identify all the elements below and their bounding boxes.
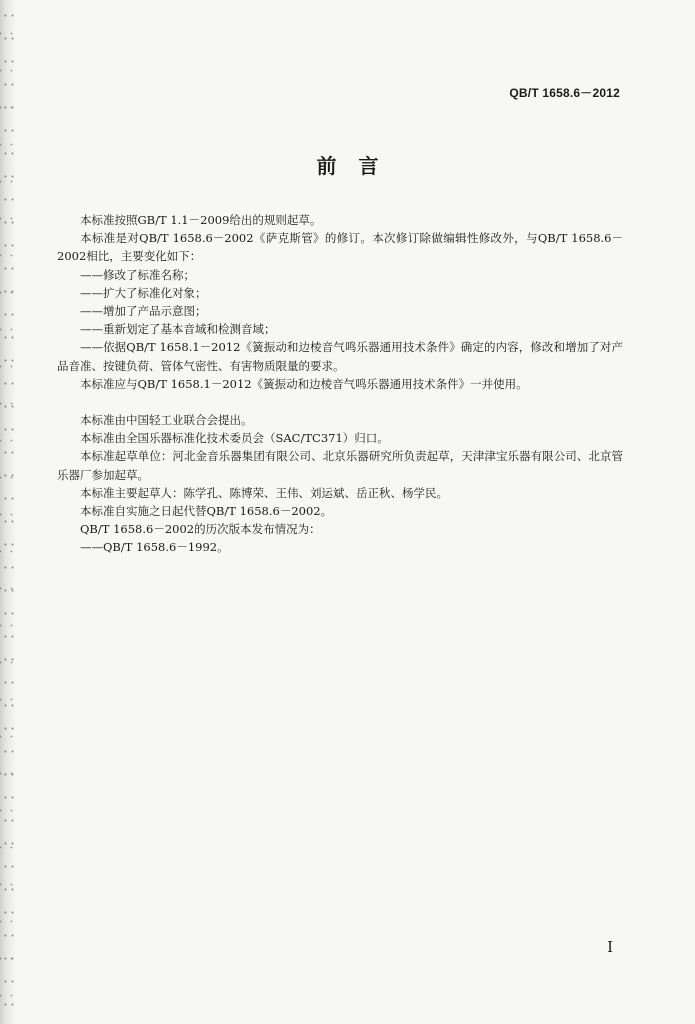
list-item: ——依据QB/T 1658.1－2012《簧振动和边棱音气鸣乐器通用技术条件》确定的内容，修改和增加了对产品音准、按键负荷、管体气密性、有害物质限量的要求。 (57, 340, 623, 373)
page-number: I (607, 938, 613, 956)
document-body (57, 211, 623, 557)
paragraph: 本标准自实施之日起代替QB/T 1658.6－2002。 (80, 504, 333, 519)
paragraph: QB/T 1658.6－2002的历次版本发布情况为： (80, 522, 321, 537)
page-title: 前言 (316, 154, 401, 178)
paragraph: 本标准主要起草人：陈学孔、陈博荣、王伟、刘运斌、岳正秋、杨学民。 (80, 485, 448, 500)
paragraph: 本标准由中国轻工业联合会提出。 (80, 413, 253, 428)
paragraph: 本标准按照GB/T 1.1－2009给出的规则起草。 (80, 213, 322, 227)
list-item: ——QB/T 1658.6－1992。 (80, 540, 229, 555)
paragraph: 本标准应与QB/T 1658.1－2012《簧振动和边棱音气鸣乐器通用技术条件》一并使用。 (80, 376, 528, 391)
paragraph: 本标准是对QB/T 1658.6－2002《萨克斯管》的修订。本次修订除做编辑性修改外，与QB/T 1658.6－2002相比，主要变化如下： (57, 231, 623, 264)
list-item: ——重新划定了基本音域和检测音域； (80, 322, 276, 337)
paragraph: 本标准由全国乐器标准化技术委员会（SAC/TC371）归口。 (80, 431, 389, 446)
list-item: ——修改了标准名称； (80, 267, 195, 282)
paragraph: 本标准起草单位：河北金音乐器集团有限公司、北京乐器研究所负责起草，天津津宝乐器有限公司、北京管乐器厂参加起草。 (57, 449, 623, 482)
standard-code-header: QB/T 1658.6－2012 (509, 86, 620, 100)
list-item: ——扩大了标准化对象； (80, 285, 207, 300)
list-item: ——增加了产品示意图； (80, 304, 207, 319)
